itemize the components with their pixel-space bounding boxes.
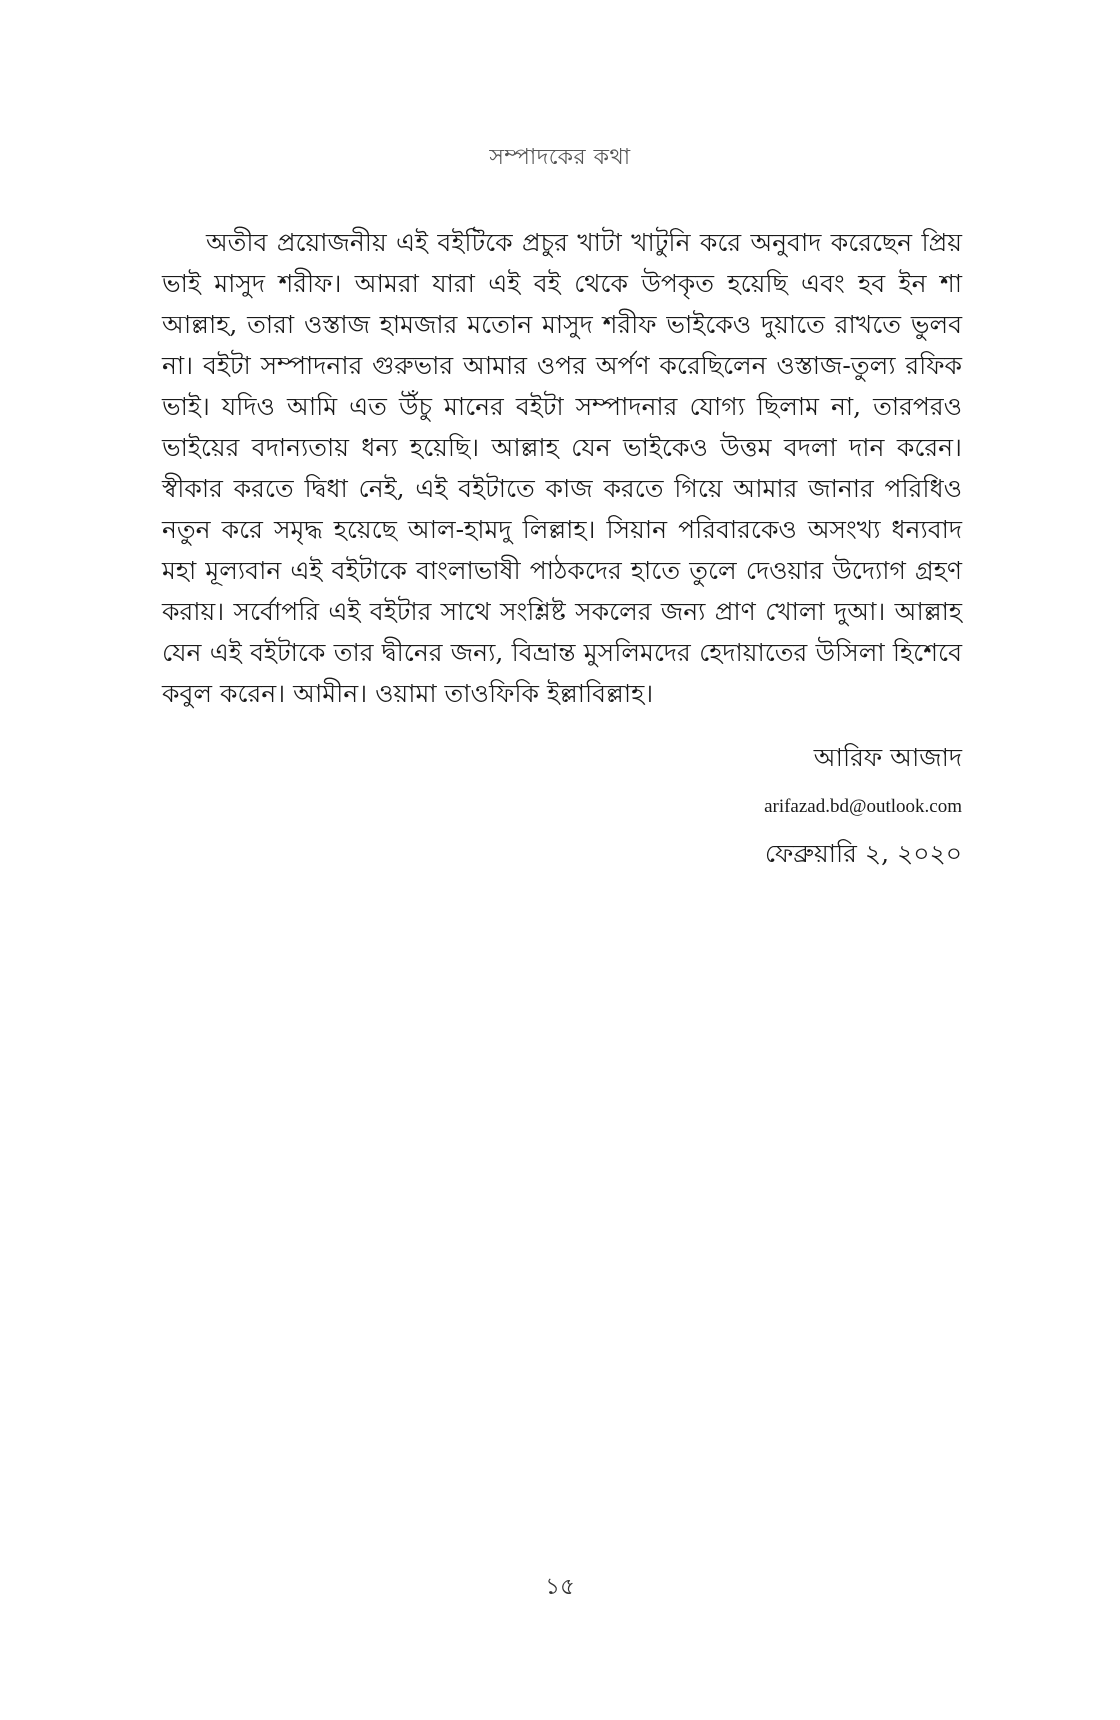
page-number: ১৫ — [545, 1574, 575, 1600]
author-email: arifazad.bd@outlook.com — [764, 796, 962, 817]
editor-note-paragraph: অতীব প্রয়োজনীয় এই বইটিকে প্রচুর খাটা খাটুনি করে অনুবাদ করেছেন প্রিয় ভাই মাসুদ শরীফ। আমরা যারা এই বই থেকে উপকৃত হয়েছি এবং হব ইন শা আল্লাহ, তারা ওস্তাজ হামজার মতোন মাসুদ শরীফ ভাইকেও দুয়াতে রাখতে ভুলব না। বইটা সম্পাদনার গুরুভার আমার ওপর অর্পণ করেছিলেন ওস্তাজ-তুল্য রফিক ভাই। যদিও আমি এত উঁচু মানের বইটা সম্পাদনার যোগ্য ছিলাম না, তারপরও ভাইয়ের বদান্যতায় ধন্য হয়েছি। আল্লাহ যেন ভাইকেও উত্তম বদলা দান করেন। স্বীকার করতে দ্বিধা নেই, এই বইটাতে কাজ করতে গিয়ে আমার জানার পরিধিও নতুন করে সমৃদ্ধ হয়েছে আল-হামদু লিল্লাহ। সিয়ান পরিবারকেও অসংখ্য ধন্যবাদ মহা মূল্যবান এই বইটাকে বাংলাভাষী পাঠকদের হাতে তুলে দেওয়ার উদ্যোগ গ্রহণ করায়। সর্বোপরি এই বইটার সাথে সংশ্লিষ্ট সকলের জন্য প্রাণ খোলা দুআ। আল্লাহ যেন এই বইটাকে তার দ্বীনের জন্য, বিভ্রান্ত মুসলিমদের হেদায়াতের উসিলা হিশেবে কবুল করেন। আমীন। ওয়ামা তাওফিকি ইল্লাবিল্লাহ। — [162, 228, 962, 708]
author-name: আরিফ আজাদ — [813, 743, 962, 772]
running-header-title: সম্পাদকের কথা — [489, 145, 631, 170]
signature-date: ফেব্রুয়ারি ২, ২০২০ — [764, 839, 962, 868]
